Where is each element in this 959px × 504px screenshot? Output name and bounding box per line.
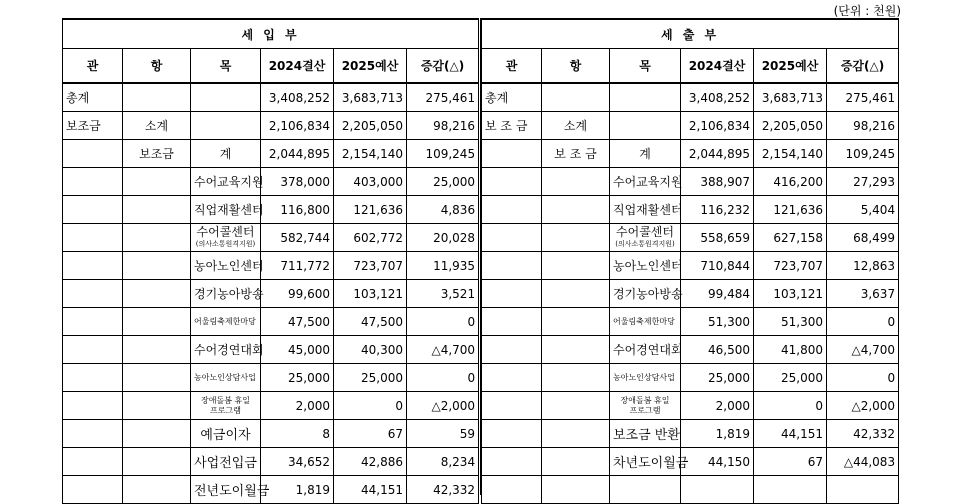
gwan-cell [63, 392, 123, 420]
gwan-cell [482, 448, 542, 476]
gwan-cell [63, 280, 123, 308]
budget-2025-cell: 103,121 [334, 280, 407, 308]
budget-2025-cell: 723,707 [334, 252, 407, 280]
table-row [482, 224, 899, 252]
gwan-cell [482, 140, 542, 168]
gwan-cell [63, 364, 123, 392]
settlement-2024-cell: 99,484 [681, 280, 754, 308]
hang-cell [123, 392, 191, 420]
gwan-cell [63, 252, 123, 280]
mok-cell: 보조금 반환 [610, 420, 681, 448]
mok-cell [191, 224, 261, 252]
budget-2025-cell: 3,683,713 [754, 83, 827, 112]
table-row [63, 112, 479, 140]
mok-cell: 경기농아방송 [610, 280, 681, 308]
budget-2025-cell: 627,158 [754, 224, 827, 252]
hang-cell [123, 224, 191, 252]
change-cell: 98,216 [827, 112, 899, 140]
mok-cell: 수어경연대회 [191, 336, 261, 364]
gwan-cell: 보 조 금 [482, 112, 542, 140]
table-row [482, 83, 899, 112]
change-cell: 0 [827, 308, 899, 336]
gwan-cell [63, 420, 123, 448]
budget-2025-cell: 67 [754, 448, 827, 476]
change-cell: 109,245 [827, 140, 899, 168]
hang-cell: 소계 [123, 112, 191, 140]
gwan-cell [482, 364, 542, 392]
gwan-cell [482, 280, 542, 308]
settlement-2024-cell: 8 [261, 420, 334, 448]
mok-cell: 수어교육지원 [191, 168, 261, 196]
gwan-cell [63, 140, 123, 168]
hang-cell [542, 392, 610, 420]
table-row [63, 140, 479, 168]
mok-cell: 어울림축제한마당 [610, 308, 681, 336]
hang-cell [123, 420, 191, 448]
mok-cell [610, 112, 681, 140]
hang-cell [542, 196, 610, 224]
hang-cell [542, 280, 610, 308]
mok-cell: 수어경연대회 [610, 336, 681, 364]
table-title: 세 입 부 [63, 19, 479, 49]
hang-cell [542, 252, 610, 280]
change-cell: 68,499 [827, 224, 899, 252]
budget-2025-cell: 2,154,140 [334, 140, 407, 168]
budget-2025-cell: 121,636 [334, 196, 407, 224]
column-header: 항 [542, 49, 610, 84]
settlement-2024-cell: 2,000 [261, 392, 334, 420]
budget-2025-cell: 25,000 [754, 364, 827, 392]
change-cell [827, 476, 899, 504]
table-row [63, 196, 479, 224]
mok-cell: 직업재활센터 [191, 196, 261, 224]
mok-cell [191, 392, 261, 420]
change-cell: 3,637 [827, 280, 899, 308]
settlement-2024-cell: 116,800 [261, 196, 334, 224]
column-header: 관 [63, 49, 123, 84]
settlement-2024-cell: 34,652 [261, 448, 334, 476]
hang-cell [123, 83, 191, 112]
table-row [482, 448, 899, 476]
change-cell: 0 [407, 364, 479, 392]
hang-cell: 보조금 [123, 140, 191, 168]
settlement-2024-cell: 711,772 [261, 252, 334, 280]
budget-2025-cell: 403,000 [334, 168, 407, 196]
gwan-cell: 총계 [482, 83, 542, 112]
table-row [482, 196, 899, 224]
change-cell: △4,700 [407, 336, 479, 364]
mok-cell [610, 392, 681, 420]
mok-sublabel: (의사소통원격지원) [195, 239, 256, 248]
gwan-cell [482, 308, 542, 336]
hang-cell [542, 448, 610, 476]
table-row [482, 364, 899, 392]
gwan-cell [482, 252, 542, 280]
gwan-cell [482, 392, 542, 420]
table-row [482, 140, 899, 168]
gwan-cell [63, 224, 123, 252]
settlement-2024-cell: 45,000 [261, 336, 334, 364]
mok-cell [191, 83, 261, 112]
settlement-2024-cell: 47,500 [261, 308, 334, 336]
budget-2025-cell: 44,151 [334, 476, 407, 504]
mok-label: 장애돌봄 휴일 [620, 395, 670, 405]
settlement-2024-cell: 51,300 [681, 308, 754, 336]
change-cell: 3,521 [407, 280, 479, 308]
mok-cell: 농아노인센터 [191, 252, 261, 280]
column-header: 목 [191, 49, 261, 84]
budget-2025-cell: 602,772 [334, 224, 407, 252]
table-header-row [63, 49, 479, 84]
mok-cell: 어울림축제한마당 [191, 308, 261, 336]
hang-cell [542, 476, 610, 504]
budget-2025-cell: 723,707 [754, 252, 827, 280]
hang-cell [123, 168, 191, 196]
mok-cell: 수어교육지원 [610, 168, 681, 196]
change-cell: 8,234 [407, 448, 479, 476]
mok-cell: 경기농아방송 [191, 280, 261, 308]
hang-cell [123, 252, 191, 280]
change-cell: △2,000 [827, 392, 899, 420]
mok-sublabel: (의사소통원격지원) [615, 239, 675, 248]
gwan-cell [63, 308, 123, 336]
change-cell: 25,000 [407, 168, 479, 196]
hang-cell [542, 420, 610, 448]
budget-2025-cell: 416,200 [754, 168, 827, 196]
column-header: 목 [610, 49, 681, 84]
change-cell: 12,863 [827, 252, 899, 280]
mok-label-line2: 프로그램 [210, 405, 241, 415]
settlement-2024-cell: 2,106,834 [681, 112, 754, 140]
gwan-cell [482, 168, 542, 196]
mok-cell [191, 112, 261, 140]
budget-2025-cell: 51,300 [754, 308, 827, 336]
table-row [63, 308, 479, 336]
mok-cell [610, 224, 681, 252]
settlement-2024-cell: 46,500 [681, 336, 754, 364]
table-row [482, 112, 899, 140]
gwan-cell [482, 224, 542, 252]
settlement-2024-cell: 710,844 [681, 252, 754, 280]
settlement-2024-cell: 1,819 [261, 476, 334, 504]
gwan-cell [63, 336, 123, 364]
column-header: 2025예산 [334, 49, 407, 84]
budget-2025-cell: 121,636 [754, 196, 827, 224]
change-cell: 5,404 [827, 196, 899, 224]
hang-cell [123, 280, 191, 308]
column-header: 증감(△) [407, 49, 479, 84]
table-row [63, 476, 479, 504]
revenue-table [62, 18, 479, 504]
gwan-cell [482, 420, 542, 448]
table-row [482, 420, 899, 448]
table-row [63, 224, 479, 252]
column-header: 증감(△) [827, 49, 899, 84]
change-cell: 275,461 [827, 83, 899, 112]
gwan-cell [482, 476, 542, 504]
hang-cell [542, 308, 610, 336]
table-title-row [482, 19, 899, 49]
change-cell: 20,028 [407, 224, 479, 252]
column-header: 2025예산 [754, 49, 827, 84]
column-header: 2024결산 [261, 49, 334, 84]
table-row [482, 168, 899, 196]
change-cell: 11,935 [407, 252, 479, 280]
budget-2025-cell: 2,205,050 [334, 112, 407, 140]
table-row [63, 83, 479, 112]
hang-cell: 보 조 금 [542, 140, 610, 168]
table-row [63, 280, 479, 308]
hang-cell [542, 83, 610, 112]
settlement-2024-cell: 3,408,252 [261, 83, 334, 112]
hang-cell [542, 364, 610, 392]
hang-cell [123, 196, 191, 224]
gwan-cell [63, 448, 123, 476]
budget-2025-cell [754, 476, 827, 504]
budget-2025-cell: 41,800 [754, 336, 827, 364]
gwan-cell [63, 168, 123, 196]
expenditure-table-body [482, 19, 899, 504]
change-cell: 0 [407, 308, 479, 336]
revenue-table-body [63, 19, 479, 504]
gwan-cell: 보조금 [63, 112, 123, 140]
budget-2025-cell: 0 [754, 392, 827, 420]
gwan-cell [482, 196, 542, 224]
settlement-2024-cell: 388,907 [681, 168, 754, 196]
budget-2025-cell: 3,683,713 [334, 83, 407, 112]
change-cell: 42,332 [827, 420, 899, 448]
column-header: 2024결산 [681, 49, 754, 84]
settlement-2024-cell: 2,044,895 [681, 140, 754, 168]
budget-2025-cell: 2,205,050 [754, 112, 827, 140]
mok-cell: 직업재활센터 [610, 196, 681, 224]
table-row [63, 448, 479, 476]
hang-cell [123, 448, 191, 476]
table-row [482, 476, 899, 504]
budget-2025-cell: 47,500 [334, 308, 407, 336]
change-cell: 59 [407, 420, 479, 448]
change-cell: 4,836 [407, 196, 479, 224]
settlement-2024-cell: 1,819 [681, 420, 754, 448]
hang-cell [123, 336, 191, 364]
mok-cell: 사업전입금 [191, 448, 261, 476]
settlement-2024-cell: 2,106,834 [261, 112, 334, 140]
table-row [482, 336, 899, 364]
mok-cell: 계 [191, 140, 261, 168]
settlement-2024-cell [681, 476, 754, 504]
hang-cell [123, 364, 191, 392]
column-header: 항 [123, 49, 191, 84]
unit-label: (단위 : 천원) [833, 4, 901, 18]
mok-cell: 계 [610, 140, 681, 168]
table-row [63, 252, 479, 280]
gwan-cell [63, 476, 123, 504]
settlement-2024-cell: 25,000 [261, 364, 334, 392]
budget-2025-cell: 44,151 [754, 420, 827, 448]
expenditure-table [481, 18, 899, 504]
gwan-cell: 총계 [63, 83, 123, 112]
table-row [63, 420, 479, 448]
mok-cell [610, 83, 681, 112]
settlement-2024-cell: 2,000 [681, 392, 754, 420]
mok-label: 수어콜센터 [616, 224, 674, 239]
mok-cell: 차년도이월금 [610, 448, 681, 476]
budget-2025-cell: 42,886 [334, 448, 407, 476]
table-title-row [63, 19, 479, 49]
settlement-2024-cell: 25,000 [681, 364, 754, 392]
table-row [482, 308, 899, 336]
table-row [63, 336, 479, 364]
change-cell: 275,461 [407, 83, 479, 112]
column-header: 관 [482, 49, 542, 84]
budget-2025-cell: 0 [334, 392, 407, 420]
settlement-2024-cell: 99,600 [261, 280, 334, 308]
table-header-row [482, 49, 899, 84]
settlement-2024-cell: 378,000 [261, 168, 334, 196]
table-row [63, 392, 479, 420]
hang-cell [123, 308, 191, 336]
change-cell: △4,700 [827, 336, 899, 364]
budget-2025-cell: 40,300 [334, 336, 407, 364]
settlement-2024-cell: 44,150 [681, 448, 754, 476]
mok-cell: 전년도이월금 [191, 476, 261, 504]
mok-cell: 농아노인센터 [610, 252, 681, 280]
table-title: 세 출 부 [482, 19, 899, 49]
change-cell: △44,083 [827, 448, 899, 476]
settlement-2024-cell: 3,408,252 [681, 83, 754, 112]
budget-2025-cell: 2,154,140 [754, 140, 827, 168]
mok-cell: 예금이자 [191, 420, 261, 448]
mok-label: 수어콜센터 [196, 224, 255, 239]
hang-cell [542, 336, 610, 364]
table-row [63, 364, 479, 392]
hang-cell [542, 224, 610, 252]
gwan-cell [482, 336, 542, 364]
change-cell: 98,216 [407, 112, 479, 140]
table-row [63, 168, 479, 196]
settlement-2024-cell: 2,044,895 [261, 140, 334, 168]
mok-cell [610, 476, 681, 504]
budget-2025-cell: 67 [334, 420, 407, 448]
mok-label-line2: 프로그램 [629, 405, 661, 415]
table-row [482, 392, 899, 420]
change-cell: 0 [827, 364, 899, 392]
settlement-2024-cell: 116,232 [681, 196, 754, 224]
change-cell: 42,332 [407, 476, 479, 504]
budget-2025-cell: 103,121 [754, 280, 827, 308]
hang-cell [123, 476, 191, 504]
mok-cell: 농아노인상담사업 [610, 364, 681, 392]
change-cell: 27,293 [827, 168, 899, 196]
budget-2025-cell: 25,000 [334, 364, 407, 392]
gwan-cell [63, 196, 123, 224]
mok-label: 장애돌봄 휴일 [201, 395, 250, 405]
change-cell: △2,000 [407, 392, 479, 420]
settlement-2024-cell: 582,744 [261, 224, 334, 252]
mok-cell: 농아노인상담사업 [191, 364, 261, 392]
hang-cell: 소계 [542, 112, 610, 140]
hang-cell [542, 168, 610, 196]
table-row [482, 280, 899, 308]
table-row [482, 252, 899, 280]
change-cell: 109,245 [407, 140, 479, 168]
settlement-2024-cell: 558,659 [681, 224, 754, 252]
